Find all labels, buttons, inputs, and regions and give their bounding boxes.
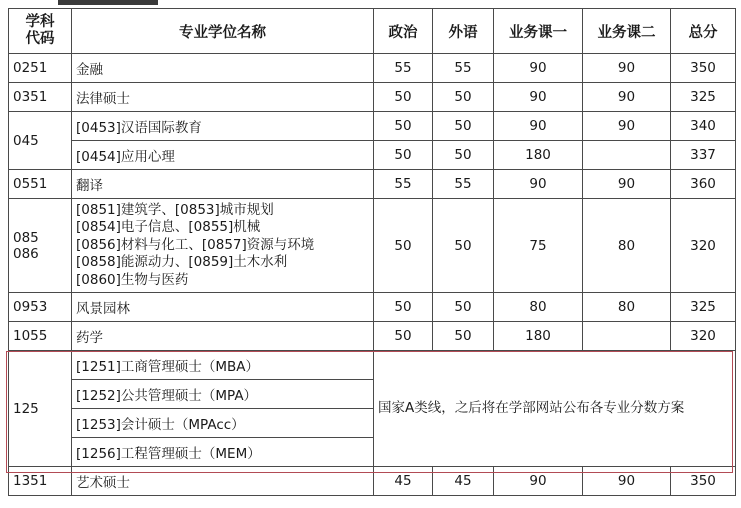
note-cell: 国家A类线，之后将在学部网站公布各专业分数方案	[374, 351, 736, 467]
cropped-title-fragment	[58, 0, 158, 5]
admission-score-table	[8, 8, 736, 496]
foreign-cell: 50	[433, 112, 494, 141]
degree-name-cell: [1253]会计硕士（MPAcc）	[72, 409, 374, 438]
foreign-cell: 50	[433, 293, 494, 322]
subject-one-cell: 90	[494, 112, 583, 141]
table-row	[9, 141, 736, 170]
subject-one-cell: 80	[494, 293, 583, 322]
table-row	[9, 112, 736, 141]
degree-name-cell: 法律硕士	[72, 83, 374, 112]
total-cell: 360	[671, 170, 736, 199]
table-row	[9, 467, 736, 496]
table-row	[9, 293, 736, 322]
total-cell: 320	[671, 199, 736, 293]
total-cell: 320	[671, 322, 736, 351]
politics-cell: 55	[374, 54, 433, 83]
header-row	[9, 9, 736, 54]
degree-name-cell: [1251]工商管理硕士（MBA）	[72, 351, 374, 380]
code-cell: 125	[9, 351, 72, 467]
subject-two-cell: 90	[583, 54, 671, 83]
table-row	[9, 322, 736, 351]
code-cell: 0953	[9, 293, 72, 322]
table-row	[9, 199, 736, 293]
foreign-cell: 50	[433, 83, 494, 112]
table-row	[9, 351, 736, 380]
foreign-cell: 45	[433, 467, 494, 496]
degree-name-cell: [0453]汉语国际教育	[72, 112, 374, 141]
cropped-top-strip	[0, 0, 741, 8]
subject-two-cell	[583, 322, 671, 351]
degree-name-cell: 艺术硕士	[72, 467, 374, 496]
foreign-cell: 55	[433, 170, 494, 199]
subject-two-cell: 90	[583, 83, 671, 112]
header-subject-two: 业务课二	[583, 9, 671, 54]
total-cell: 325	[671, 83, 736, 112]
code-cell: 045	[9, 112, 72, 170]
subject-two-cell: 80	[583, 293, 671, 322]
politics-cell: 50	[374, 83, 433, 112]
code-cell: 0551	[9, 170, 72, 199]
header-subject-one: 业务课一	[494, 9, 583, 54]
degree-name-cell: [0454]应用心理	[72, 141, 374, 170]
degree-name-cell: [1252]公共管理硕士（MPA）	[72, 380, 374, 409]
code-cell: 1055	[9, 322, 72, 351]
total-cell: 340	[671, 112, 736, 141]
degree-name-cell: 翻译	[72, 170, 374, 199]
degree-name-cell: 风景园林	[72, 293, 374, 322]
foreign-cell: 50	[433, 199, 494, 293]
header-total: 总分	[671, 9, 736, 54]
degree-name-cell: 金融	[72, 54, 374, 83]
total-cell: 337	[671, 141, 736, 170]
degree-name-cell: [0851]建筑学、[0853]城市规划 [0854]电子信息、[0855]机械 [0856]材料与化工、[0857]资源与环境 [0858]能源动力、[0859]土木水利 [0860]生物与医药	[72, 199, 374, 293]
subject-two-cell: 90	[583, 467, 671, 496]
subject-one-cell: 180	[494, 322, 583, 351]
header-discipline-code: 学科 代码	[9, 9, 72, 54]
subject-one-cell: 90	[494, 83, 583, 112]
subject-two-cell: 90	[583, 112, 671, 141]
header-degree-name: 专业学位名称	[72, 9, 374, 54]
table-row	[9, 83, 736, 112]
politics-cell: 50	[374, 112, 433, 141]
table-row	[9, 54, 736, 83]
header-foreign-language: 外语	[433, 9, 494, 54]
code-cell: 0351	[9, 83, 72, 112]
politics-cell: 50	[374, 293, 433, 322]
politics-cell: 55	[374, 170, 433, 199]
total-cell: 325	[671, 293, 736, 322]
foreign-cell: 50	[433, 322, 494, 351]
subject-two-cell: 90	[583, 170, 671, 199]
foreign-cell: 55	[433, 54, 494, 83]
code-cell: 1351	[9, 467, 72, 496]
politics-cell: 50	[374, 141, 433, 170]
code-cell: 0251	[9, 54, 72, 83]
subject-one-cell: 90	[494, 54, 583, 83]
total-cell: 350	[671, 54, 736, 83]
subject-one-cell: 90	[494, 170, 583, 199]
subject-one-cell: 180	[494, 141, 583, 170]
code-cell: 085 086	[9, 199, 72, 293]
table-row	[9, 170, 736, 199]
subject-one-cell: 75	[494, 199, 583, 293]
politics-cell: 50	[374, 322, 433, 351]
subject-two-cell	[583, 141, 671, 170]
total-cell: 350	[671, 467, 736, 496]
politics-cell: 50	[374, 199, 433, 293]
politics-cell: 45	[374, 467, 433, 496]
header-politics: 政治	[374, 9, 433, 54]
subject-one-cell: 90	[494, 467, 583, 496]
subject-two-cell: 80	[583, 199, 671, 293]
foreign-cell: 50	[433, 141, 494, 170]
degree-name-cell: 药学	[72, 322, 374, 351]
degree-name-cell: [1256]工程管理硕士（MEM）	[72, 438, 374, 467]
